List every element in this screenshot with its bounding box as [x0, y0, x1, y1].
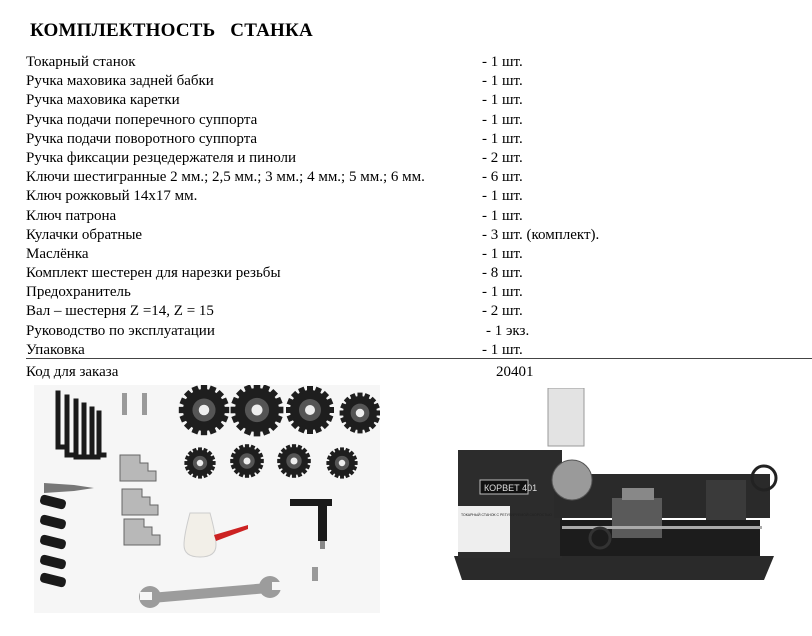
item-name: Предохранитель — [26, 284, 131, 301]
list-item — [26, 149, 812, 168]
item-qty: - 1 экз. — [486, 322, 530, 339]
item-name: Ключ патрона — [26, 207, 117, 224]
item-name: Ручка маховика каретки — [26, 92, 180, 109]
list-item — [26, 187, 812, 206]
list-item — [26, 91, 812, 110]
item-qty: - 1 шт. — [482, 188, 523, 205]
item-qty: - 6 шт. — [482, 169, 523, 186]
item-name: Маслёнка — [26, 245, 89, 262]
item-name: Кулачки обратные — [26, 226, 143, 243]
item-name: Руководство по эксплуатации — [26, 322, 215, 339]
item-name: Ключ рожковый 14x17 мм. — [26, 188, 198, 205]
list-item — [26, 111, 812, 130]
list-item — [26, 264, 812, 283]
list-item — [26, 207, 812, 226]
item-qty: - 1 шт. — [482, 341, 523, 358]
item-qty: - 2 шт. — [482, 303, 523, 320]
list-item — [26, 283, 812, 302]
lathe-badge: КОРВЕТ 401 — [484, 483, 538, 493]
item-name: Ручка маховика задней бабки — [26, 73, 214, 90]
item-qty: - 2 шт. — [482, 149, 523, 166]
list-item — [26, 302, 812, 321]
item-name: Ручка подачи поперечного суппорта — [26, 111, 258, 128]
item-name: Токарный станок — [26, 54, 136, 70]
list-item — [26, 53, 812, 72]
accessories-photo — [34, 385, 380, 613]
item-qty: - 1 шт. — [482, 245, 523, 262]
list-item — [26, 168, 812, 187]
item-name: Ручка фиксации резцедержателя и пиноли — [26, 149, 297, 166]
item-name: Ключи шестигранные 2 мм.; 2,5 мм.; 3 мм.; 4 мм.; 5 мм.; 6 мм. — [26, 169, 425, 186]
item-name: Ручка подачи поворотного суппорта — [26, 130, 258, 147]
item-qty: - 1 шт. — [482, 130, 523, 147]
item-qty: - 3 шт. (комплект). — [482, 226, 600, 243]
list-item — [26, 130, 812, 149]
list-item — [26, 226, 812, 245]
lathe-plate: ТОКАРНЫЙ СТАНОК С РЕГУЛИРУЕМОЙ СКОРОСТЬЮ — [461, 513, 553, 517]
contents-list — [26, 53, 812, 360]
item-name: Комплект шестерен для нарезки резьбы — [26, 265, 281, 282]
item-qty: - 1 шт. — [482, 73, 523, 90]
order-code-label: Код для заказа — [26, 364, 119, 380]
item-qty: - 1 шт. — [482, 207, 523, 224]
item-qty: - 8 шт. — [482, 265, 523, 282]
order-code-value: 20401 — [496, 364, 534, 380]
list-item — [26, 72, 812, 91]
item-name: Упаковка — [26, 341, 85, 358]
list-item — [26, 322, 812, 341]
item-qty: - 1 шт. — [482, 284, 523, 301]
list-item — [26, 245, 812, 264]
item-qty: - 1 шт. — [482, 54, 523, 70]
item-name: Вал – шестерня Z =14, Z = 15 — [26, 303, 214, 320]
divider — [26, 358, 812, 359]
page-title: КОМПЛЕКТНОСТЬ СТАНКА — [30, 20, 313, 41]
lathe-photo — [444, 388, 782, 586]
item-qty: - 1 шт. — [482, 111, 523, 128]
item-qty: - 1 шт. — [482, 92, 523, 109]
